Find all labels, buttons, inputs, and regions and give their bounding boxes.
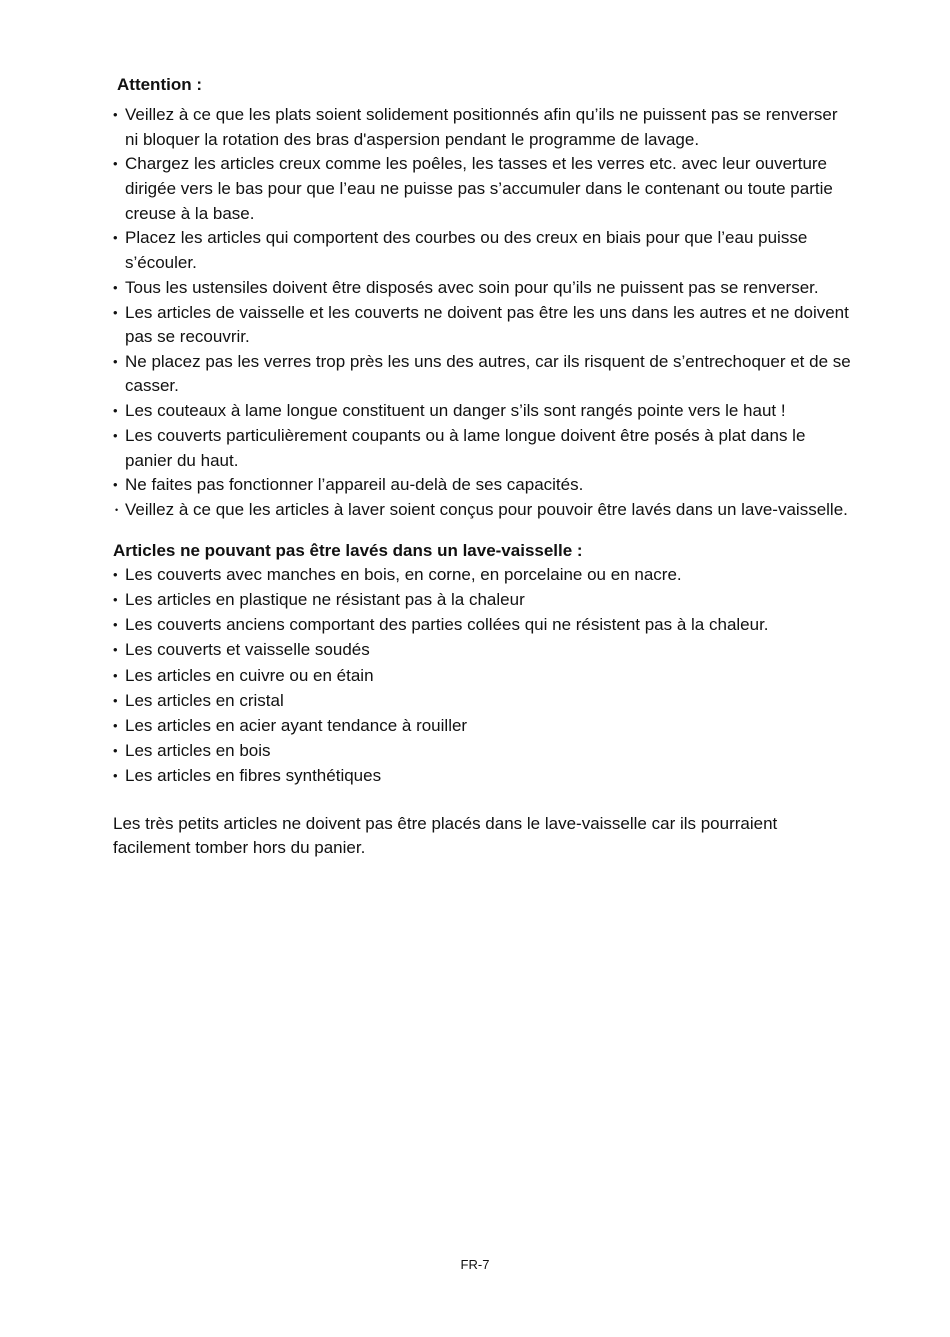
bullet-icon: • bbox=[113, 692, 118, 708]
document-page bbox=[113, 72, 853, 861]
list-item bbox=[113, 399, 853, 424]
list-item bbox=[113, 664, 853, 689]
list-item bbox=[113, 689, 853, 714]
small-items-note: Les très petits articles ne doivent pas être placés dans le lave-vaisselle car ils pourraient facilement tomber hors du panier. bbox=[113, 813, 778, 858]
bullet-icon: • bbox=[113, 403, 118, 419]
not-dishwasher-safe-list bbox=[113, 563, 853, 789]
bullet-icon: • bbox=[113, 717, 118, 733]
list-item bbox=[113, 613, 853, 638]
list-item bbox=[113, 103, 853, 152]
bullet-icon: • bbox=[113, 107, 118, 122]
bullet-icon: • bbox=[113, 353, 118, 369]
list-item-text: Veillez à ce que les articles à laver soient conçus pour pouvoir être lavés dans un lave-vaisselle. bbox=[125, 500, 848, 520]
list-item-text: Chargez les articles creux comme les poêles, les tasses et les verres etc. avec leur ouverture dirigée vers le bas pour que l’eau ne puisse pas s’accumuler dans le contenant ou toute partie creuse à la base. bbox=[125, 154, 833, 223]
list-item bbox=[113, 152, 853, 226]
list-item-text: Tous les ustensiles doivent être disposés avec soin pour qu’ils ne puissent pas se renverser. bbox=[125, 277, 819, 297]
list-item bbox=[113, 350, 853, 399]
list-item bbox=[113, 276, 853, 301]
list-item-text: Les articles en cuivre ou en étain bbox=[125, 665, 374, 685]
list-item-text: Les couverts anciens comportant des parties collées qui ne résistent pas à la chaleur. bbox=[125, 615, 769, 635]
bullet-icon: • bbox=[113, 156, 118, 172]
bullet-icon: • bbox=[113, 591, 118, 607]
bullet-icon: • bbox=[113, 279, 118, 295]
attention-list bbox=[113, 103, 853, 523]
list-item bbox=[113, 739, 853, 764]
list-item bbox=[113, 301, 853, 350]
bullet-icon: • bbox=[113, 566, 118, 582]
list-item bbox=[113, 714, 853, 739]
bullet-icon: • bbox=[113, 230, 118, 246]
list-item-text: Les couverts particulièrement coupants ou à lame longue doivent être posés à plat dans le panier du haut. bbox=[125, 426, 806, 470]
bullet-icon: • bbox=[113, 304, 118, 320]
list-item bbox=[113, 473, 853, 498]
bullet-icon: • bbox=[113, 617, 118, 633]
list-item-text: Les articles en cristal bbox=[125, 690, 284, 710]
list-item-text: Les articles en fibres synthétiques bbox=[125, 766, 382, 786]
list-item bbox=[113, 638, 853, 663]
bullet-icon: • bbox=[113, 477, 118, 493]
bullet-icon: • bbox=[115, 505, 119, 516]
list-item-text: Les articles en acier ayant tendance à rouiller bbox=[125, 715, 468, 735]
list-item-text: Les couverts et vaisselle soudés bbox=[125, 640, 370, 660]
list-item bbox=[113, 764, 853, 789]
list-item-text: Les articles de vaisselle et les couverts ne doivent pas être les uns dans les autres et ne doivent pas se recouvrir. bbox=[125, 302, 849, 347]
bullet-icon: • bbox=[113, 667, 118, 683]
attention-heading: Attention : bbox=[117, 75, 202, 94]
bullet-icon: • bbox=[113, 743, 118, 759]
list-item-text: Les couverts avec manches en bois, en corne, en porcelaine ou en nacre. bbox=[125, 564, 682, 584]
list-item bbox=[113, 588, 853, 613]
list-item-text: Les couteaux à lame longue constituent un danger s’ils sont rangés pointe vers le haut ! bbox=[125, 401, 786, 421]
bullet-icon: • bbox=[113, 428, 118, 444]
list-item-text: Veillez à ce que les plats soient solidement positionnés afin qu’ils ne puissent pas se renverser ni bloquer la rotation des bras d'aspersion pendant le programme de lavage. bbox=[125, 105, 838, 149]
not-dishwasher-safe-heading: Articles ne pouvant pas être lavés dans un lave-vaisselle : bbox=[113, 540, 583, 560]
list-item bbox=[113, 226, 853, 275]
list-item bbox=[113, 498, 853, 523]
bullet-icon: • bbox=[113, 642, 118, 658]
list-item-text: Les articles en plastique ne résistant pas à la chaleur bbox=[125, 589, 525, 609]
list-item-text: Ne faites pas fonctionner l’appareil au-delà de ses capacités. bbox=[125, 475, 584, 495]
list-item-text: Les articles en bois bbox=[125, 741, 271, 761]
list-item-text: Placez les articles qui comportent des courbes ou des creux en biais pour que l’eau puisse s’écouler. bbox=[125, 228, 808, 272]
bullet-icon: • bbox=[113, 768, 118, 784]
list-item bbox=[113, 563, 853, 588]
list-item-text: Ne placez pas les verres trop près les uns des autres, car ils risquent de s’entrechoquer et de se casser. bbox=[125, 351, 851, 396]
list-item bbox=[113, 424, 853, 473]
page-number: FR-7 bbox=[460, 1257, 490, 1272]
